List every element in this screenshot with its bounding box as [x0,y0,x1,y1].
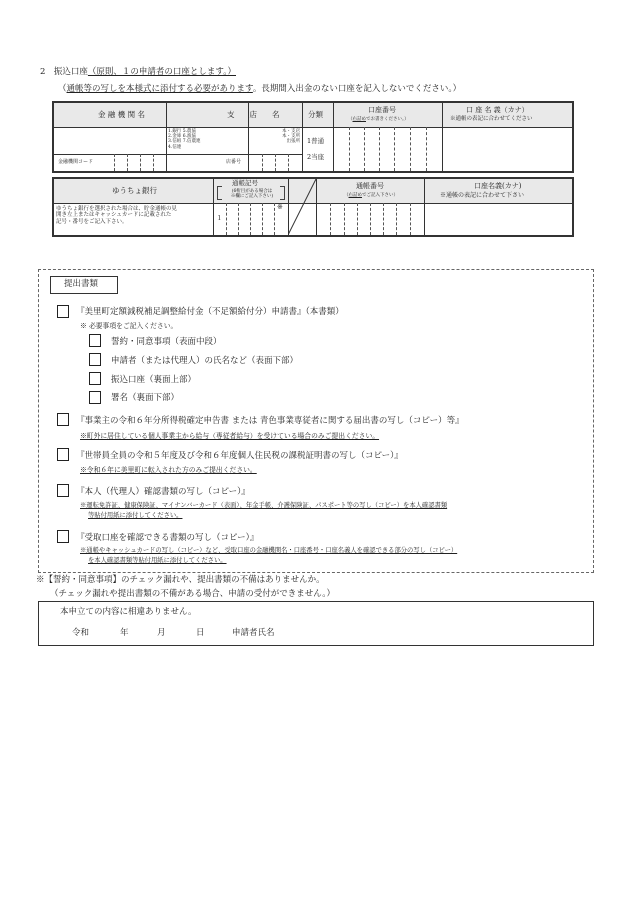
doc-2-note: ※町外に居住している個人事業主から給与（専従者給与）を受けている場合のみご提出ください。 [80,432,380,440]
col-holder: 口 座 名 義（カナ） [466,106,529,114]
col-type: 分類 [308,110,323,119]
bank-type-list-1: 1.銀行 5.農協 2.金庫 6.漁協 3.信組 7.信農連 4.信連 [168,129,201,150]
col-account-number-note: （右詰めでお書きください。） [348,117,409,122]
declaration-era: 令和 [72,628,90,638]
sub-2-checkbox[interactable] [89,353,101,366]
doc-4-note-2: 等貼付用紙に添付してください。 [88,512,183,519]
branch-code-label: 店番号 [226,159,242,165]
yucho-symbol-prefix: １ [216,214,223,222]
declaration-applicant: 申請者氏名 [232,628,275,638]
bank-code-label: 金融機関コード [58,159,94,165]
doc-2-checkbox[interactable] [57,413,69,426]
yucho-col-number-note: （右詰めでご記入下さい） [344,193,398,198]
sub-3-label: 振込口座（裏面上部） [111,375,197,385]
documents-title: 提出書類 [64,279,99,289]
footer-note-2: （チェック漏れや提出書類の不備がある場合、申請の受付ができません。） [50,589,336,599]
doc-1-checkbox[interactable] [57,305,69,318]
doc-4-checkbox[interactable] [57,484,69,497]
sub-3-checkbox[interactable] [89,372,101,385]
sub-1-checkbox[interactable] [89,334,101,347]
col-branch: 支 店 名 [227,110,280,119]
doc-2-title: 『事業主の令和６年分所得税確定申告書 または 青色事業専従者に関する届出書の写し（コピー）等』 [76,416,464,426]
doc-5-title: 『受取口座を確認できる書類の写し（コピー）』 [76,533,259,543]
section-heading: 2 振込口座（原則、１の申請者の口座とします。） [40,67,236,77]
yucho-col-holder-note: ※通帳の表記に合わせて下さい [440,192,525,199]
declaration-month: 月 [157,628,166,638]
yucho-slash [288,179,316,235]
doc-5-note-2: を本人確認書類等貼付用紙に添付してください。 [88,557,227,564]
yucho-account-table [52,177,574,237]
yucho-col-symbol: 通帳記号 [232,179,258,187]
yucho-col-name: ゆうちょ銀行 [112,186,157,195]
doc-3-note: ※令和６年に美里町に転入された方のみご提出ください。 [80,466,257,474]
declaration-text: 本申立ての内容に相違ありません。 [60,607,197,617]
yucho-col-symbol-note: (6桁目がある場合は ※欄にご記入下さい) [230,189,274,200]
section-instruction: （通帳等の写しを本様式に添付する必要があります。長期間入出金のない口座を記入しないでください。） [58,84,462,94]
yucho-col-number: 通帳番号 [356,182,384,190]
doc-5-note-1: ※通帳やキャッシュカードの写し（コピー）など、受取口座の金融機関名・口座番号・口座名義人を確認できる部分の写し（コピー） [80,547,458,554]
declaration-year: 年 [120,628,129,638]
sub-4-checkbox[interactable] [89,391,101,404]
doc-3-title: 『世帯員全員の令和５年度及び令和６年度個人住民税の課税証明書の写し（コピー）』 [76,451,403,461]
col-account-number: 口座番号 [368,106,396,114]
doc-4-title: 『本人（代理人）確認書類の写し（コピー）』 [76,487,250,497]
col-bank-name: 金 融 機 関 名 [98,110,146,119]
col-holder-note: ※通帳の表記に合わせてください [450,116,533,122]
doc-5-checkbox[interactable] [57,530,69,543]
sub-1-label: 誓約・同意事項（表面中段） [111,337,222,347]
doc-1-note: ※ 必要事項をご記入ください。 [80,322,178,330]
footer-note-1: ※【誓約・同意事項】のチェック漏れや、提出書類の不備はありませんか。 [36,575,325,585]
doc-3-checkbox[interactable] [57,448,69,461]
doc-1-title: 『美里町定額減税補足調整給付金（不足額給付分）申請書』（本書類） [76,307,344,317]
yucho-instructions: ゆうちょ銀行を選択された場合は、貯金通帳の見 開き左上またはキャッシュカードに記載された 記号・番号をご記入下さい。 [56,206,178,225]
account-type-current: 2当座 [307,153,325,161]
bank-account-table [52,101,574,173]
sub-4-label: 署名（裏面下部） [111,393,180,403]
branch-type-list: 本・支店 本・支所 出張所 [282,129,300,145]
yucho-symbol-mark: ※ [277,203,283,211]
yucho-col-holder: 口座名義(カナ) [474,182,522,190]
declaration-day: 日 [196,628,205,638]
account-type-ordinary: 1普通 [307,137,325,145]
sub-2-label: 申請者（または代理人）の氏名など（表面下部） [111,356,299,366]
doc-4-note-1: ※運転免許証、健康保険証、マイナンバーカード（表面）、年金手帳、介護保険証、パスポート等の写し（コピー）を本人確認書類 [80,502,448,509]
